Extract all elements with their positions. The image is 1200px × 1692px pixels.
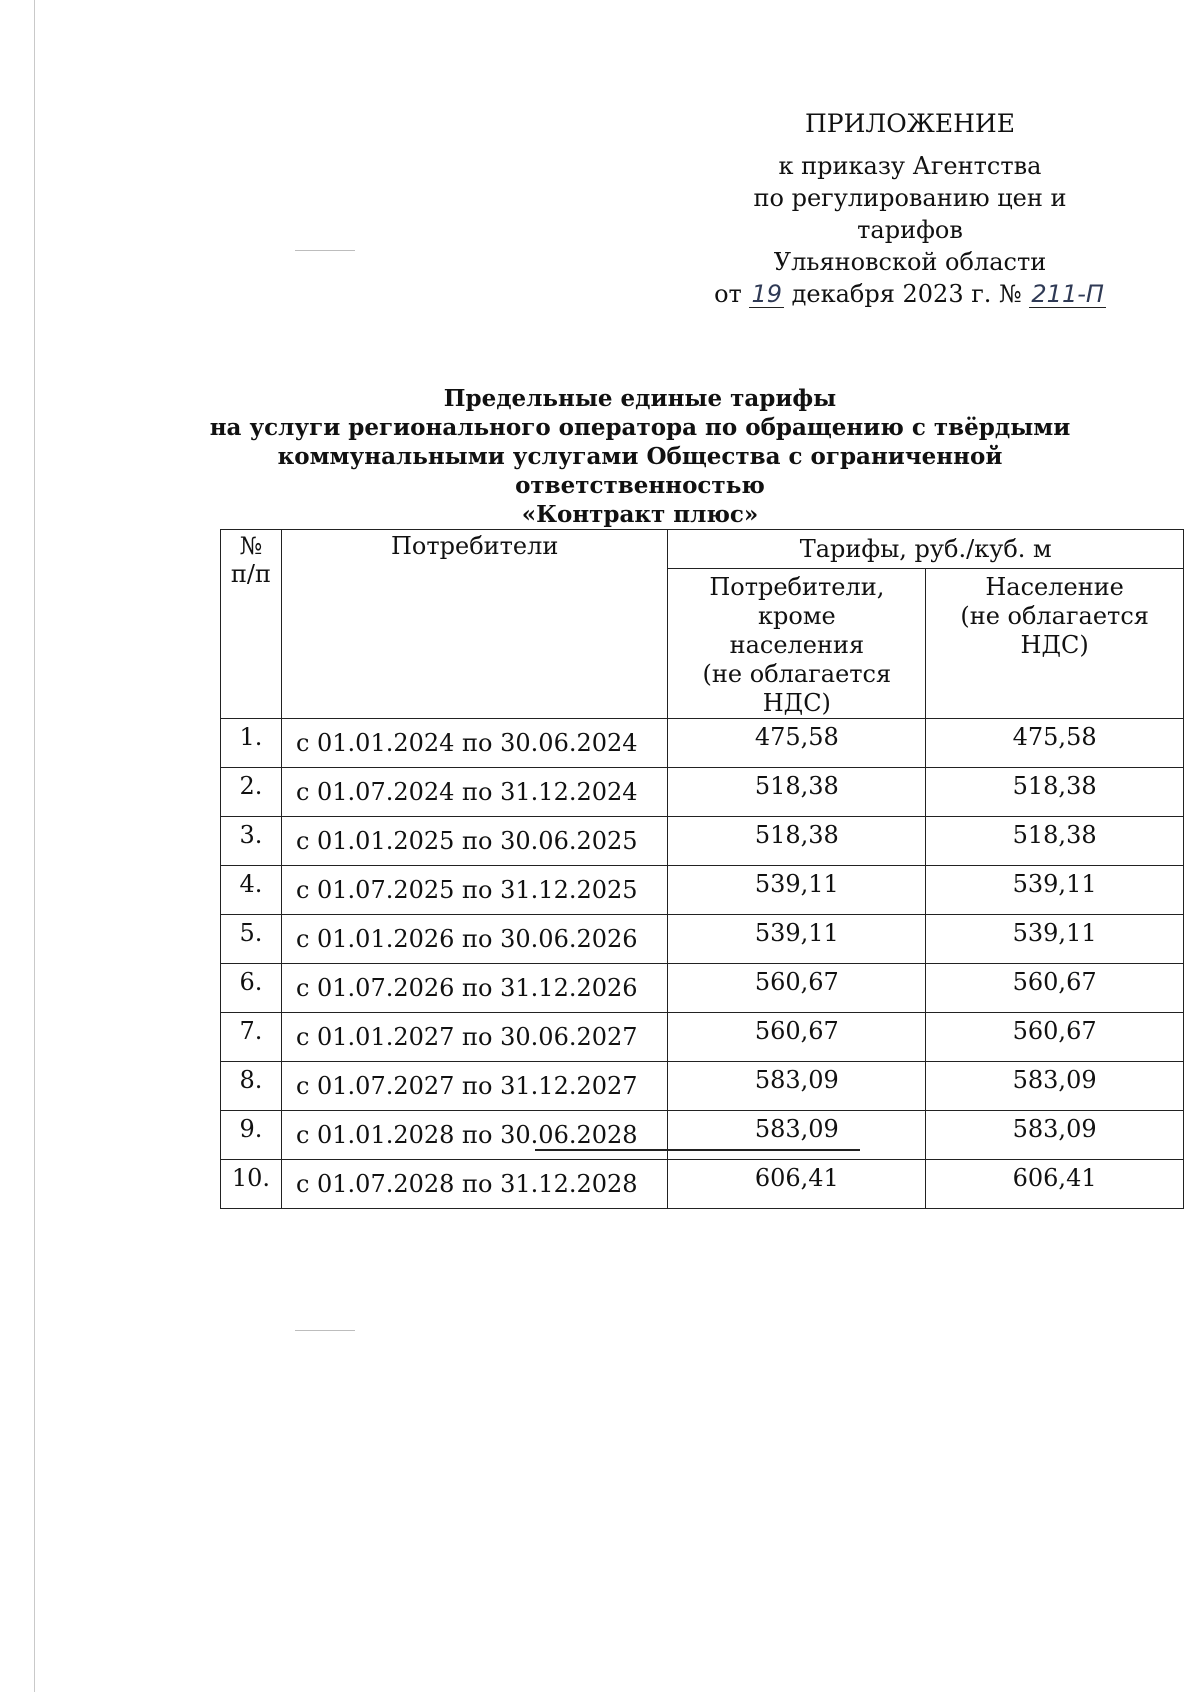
row-tariff-other: 606,41 xyxy=(668,1160,926,1209)
row-number: 7. xyxy=(221,1013,282,1062)
table-row xyxy=(221,915,1184,964)
row-tariff-other: 539,11 xyxy=(668,915,926,964)
row-tariff-population: 606,41 xyxy=(926,1160,1184,1209)
table-row xyxy=(221,1062,1184,1111)
header-number-abbr: п/п xyxy=(230,560,271,588)
title-line-2: на услуги регионального оператора по обращению с твёрдыми xyxy=(209,414,1071,441)
appendix-header xyxy=(700,108,1120,310)
header-number xyxy=(221,530,282,719)
row-tariff-population: 518,38 xyxy=(926,768,1184,817)
row-number: 1. xyxy=(221,719,282,768)
row-tariff-population: 475,58 xyxy=(926,719,1184,768)
row-tariff-other: 539,11 xyxy=(668,866,926,915)
row-period: с 01.07.2027 по 31.12.2027 xyxy=(281,1062,668,1111)
row-tariff-population: 539,11 xyxy=(926,915,1184,964)
header-other-line-2: населения xyxy=(729,631,865,659)
row-number: 6. xyxy=(221,964,282,1013)
date-rest: декабря 2023 г. № xyxy=(791,280,1022,308)
row-tariff-other: 560,67 xyxy=(668,1013,926,1062)
header-other-line-3: (не облагается НДС) xyxy=(702,660,892,717)
row-number: 10. xyxy=(221,1160,282,1209)
tariffs-table xyxy=(220,529,1184,1209)
row-period: с 01.07.2028 по 31.12.2028 xyxy=(281,1160,668,1209)
row-period: с 01.01.2026 по 30.06.2026 xyxy=(281,915,668,964)
row-tariff-other: 560,67 xyxy=(668,964,926,1013)
row-number: 5. xyxy=(221,915,282,964)
row-period: с 01.07.2024 по 31.12.2024 xyxy=(281,768,668,817)
appendix-line-2: по регулированию цен и тарифов xyxy=(753,184,1067,244)
row-period: с 01.01.2028 по 30.06.2028 xyxy=(281,1111,668,1160)
row-period: с 01.01.2024 по 30.06.2024 xyxy=(281,719,668,768)
header-number-symbol: № xyxy=(239,532,263,560)
header-other-line-1: Потребители, кроме xyxy=(709,573,885,630)
table-row xyxy=(221,817,1184,866)
row-number: 3. xyxy=(221,817,282,866)
appendix-title: ПРИЛОЖЕНИЕ xyxy=(805,109,1015,138)
appendix-date-line xyxy=(700,278,1120,310)
appendix-line-3: Ульяновской области xyxy=(773,248,1047,276)
row-period: с 01.07.2025 по 31.12.2025 xyxy=(281,866,668,915)
row-tariff-other: 583,09 xyxy=(668,1111,926,1160)
header-consumers: Потребители xyxy=(281,530,668,719)
table-row xyxy=(221,964,1184,1013)
header-other-consumers xyxy=(668,569,926,719)
row-period: с 01.01.2025 по 30.06.2025 xyxy=(281,817,668,866)
table-header-row xyxy=(221,530,1184,569)
date-prefix: от xyxy=(714,280,742,308)
row-tariff-population: 583,09 xyxy=(926,1062,1184,1111)
row-number: 8. xyxy=(221,1062,282,1111)
row-tariff-population: 560,67 xyxy=(926,1013,1184,1062)
page-edge-line xyxy=(34,0,35,1692)
header-population-line-1: Население xyxy=(985,573,1124,601)
header-population-line-2: (не облагается НДС) xyxy=(960,602,1149,659)
row-tariff-population: 539,11 xyxy=(926,866,1184,915)
row-tariff-population: 560,67 xyxy=(926,964,1184,1013)
title-line-4: «Контракт плюс» xyxy=(521,501,759,528)
row-tariff-population: 583,09 xyxy=(926,1111,1184,1160)
header-population xyxy=(926,569,1184,719)
row-period: с 01.01.2027 по 30.06.2027 xyxy=(281,1013,668,1062)
table-row xyxy=(221,1013,1184,1062)
table-row xyxy=(221,866,1184,915)
scan-mark xyxy=(295,1330,355,1331)
table-row xyxy=(221,1160,1184,1209)
closing-rule xyxy=(535,1149,860,1151)
order-number-handwritten: 211-П xyxy=(1031,280,1104,308)
row-number: 4. xyxy=(221,866,282,915)
title-line-3: коммунальными услугами Общества с ограниченной ответственностью xyxy=(277,443,1003,499)
title-line-1: Предельные единые тарифы xyxy=(443,385,837,412)
row-tariff-other: 583,09 xyxy=(668,1062,926,1111)
row-tariff-other: 475,58 xyxy=(668,719,926,768)
scan-mark xyxy=(295,250,355,251)
date-day-handwritten: 19 xyxy=(751,280,782,308)
table-row xyxy=(221,719,1184,768)
document-title xyxy=(200,384,1080,529)
appendix-line-1: к приказу Агентства xyxy=(778,152,1042,180)
row-number: 2. xyxy=(221,768,282,817)
row-number: 9. xyxy=(221,1111,282,1160)
row-tariff-other: 518,38 xyxy=(668,768,926,817)
table-row xyxy=(221,1111,1184,1160)
row-tariff-other: 518,38 xyxy=(668,817,926,866)
header-tariffs: Тарифы, руб./куб. м xyxy=(668,530,1184,569)
row-period: с 01.07.2026 по 31.12.2026 xyxy=(281,964,668,1013)
row-tariff-population: 518,38 xyxy=(926,817,1184,866)
table-row xyxy=(221,768,1184,817)
